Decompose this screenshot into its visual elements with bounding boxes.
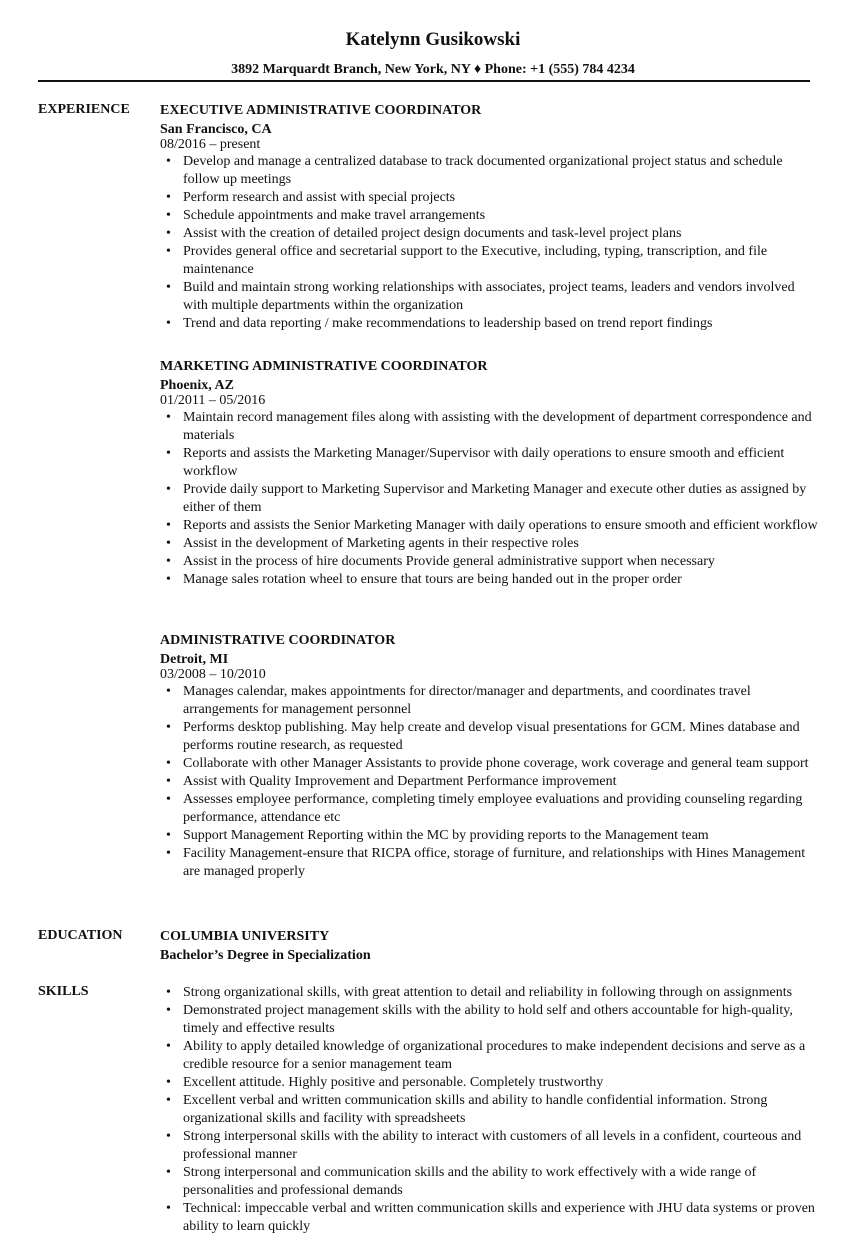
job-dates: 01/2011 – 05/2016 [160, 393, 266, 408]
job-title: ADMINISTRATIVE COORDINATOR [160, 633, 396, 648]
section-label-skills: SKILLS [38, 984, 89, 999]
skill-item: • Strong interpersonal skills with the ability to interact with customers of all levels in a confident, courteous and professional manner [160, 1128, 820, 1164]
skill-item: • Strong interpersonal and communication skills and the ability to work effectively with a wide range of personalities and professional demands [160, 1164, 820, 1200]
duty-item: • Provide daily support to Marketing Supervisor and Marketing Manager and execute other duties as assigned by either of them [160, 481, 820, 517]
duty-item: • Trend and data reporting / make recommendations to leadership based on trend report findings [160, 315, 820, 333]
duty-item: • Manage sales rotation wheel to ensure that tours are being handed out in the proper order [160, 571, 820, 589]
duty-item: • Facility Management-ensure that RICPA office, storage of furniture, and relationships with Hines Management are managed properly [160, 845, 820, 881]
duty-item: • Collaborate with other Manager Assistants to provide phone coverage, work coverage and general team support [160, 755, 820, 773]
header-divider [38, 80, 810, 82]
duty-item: • Develop and manage a centralized database to track documented organizational project status and schedule follow up meetings [160, 153, 820, 189]
duty-item: • Assist in the development of Marketing agents in their respective roles [160, 535, 820, 553]
skill-item: • Excellent verbal and written communication skills and ability to handle confidential information. Strong organizational skills and facility with spreadsheets [160, 1092, 820, 1128]
job-title: MARKETING ADMINISTRATIVE COORDINATOR [160, 359, 488, 374]
duty-item: • Assesses employee performance, completing timely employee evaluations and providing counseling regarding performance, attendance etc [160, 791, 820, 827]
skill-item: • Ability to apply detailed knowledge of organizational procedures to make independent decisions and serve as a credible resource for a senior management team [160, 1038, 820, 1074]
candidate-name: Katelynn Gusikowski [345, 29, 521, 50]
duty-item: • Assist with Quality Improvement and Department Performance improvement [160, 773, 820, 791]
education-entry [160, 928, 820, 965]
job-location: San Francisco, CA [160, 122, 272, 137]
skills-list [160, 984, 820, 1236]
job-title: EXECUTIVE ADMINISTRATIVE COORDINATOR [160, 103, 482, 118]
job-location: Detroit, MI [160, 652, 229, 667]
job-dates: 08/2016 – present [160, 137, 261, 152]
degree: Bachelor’s Degree in Specialization [160, 948, 371, 963]
job-duties [160, 153, 820, 333]
duty-item: • Build and maintain strong working relationships with associates, project teams, leaders and vendors involved with multiple departments within the organization [160, 279, 820, 315]
section-label-education: EDUCATION [38, 928, 123, 943]
job-location: Phoenix, AZ [160, 378, 234, 393]
job-duties [160, 683, 820, 881]
section-label-experience: EXPERIENCE [38, 102, 130, 117]
duty-item: • Perform research and assist with special projects [160, 189, 820, 207]
duty-item: • Reports and assists the Senior Marketing Manager with daily operations to ensure smooth and efficient workflow [160, 517, 820, 535]
skill-item: • Technical: impeccable verbal and written communication skills and experience with JHU data systems or proven ability to learn quickly [160, 1200, 820, 1236]
duty-item: • Schedule appointments and make travel arrangements [160, 207, 820, 225]
skill-item: • Excellent attitude. Highly positive and personable. Completely trustworthy [160, 1074, 820, 1092]
skill-item: • Strong organizational skills, with great attention to detail and reliability in following through on assignments [160, 984, 820, 1002]
job-entry [160, 102, 820, 333]
job-entry [160, 632, 820, 881]
duty-item: • Assist with the creation of detailed project design documents and task-level project plans [160, 225, 820, 243]
job-dates: 03/2008 – 10/2010 [160, 667, 266, 682]
duty-item: • Reports and assists the Marketing Manager/Supervisor with daily operations to ensure smooth and efficient workflow [160, 445, 820, 481]
duty-item: • Maintain record management files along with assisting with the development of department correspondence and materials [160, 409, 820, 445]
skills-list-wrapper [160, 984, 820, 1236]
job-entry [160, 358, 820, 589]
duty-item: • Support Management Reporting within the MC by providing reports to the Management team [160, 827, 820, 845]
job-duties [160, 409, 820, 589]
duty-item: • Manages calendar, makes appointments for director/manager and departments, and coordinates travel arrangements for management personnel [160, 683, 820, 719]
duty-item: • Provides general office and secretarial support to the Executive, including, typing, transcription, and file maintenance [160, 243, 820, 279]
school-name: COLUMBIA UNIVERSITY [160, 929, 330, 944]
duty-item: • Performs desktop publishing. May help create and develop visual presentations for GCM. Mines database and performs routine research, as requested [160, 719, 820, 755]
contact-line: 3892 Marquardt Branch, New York, NY ♦ Phone: +1 (555) 784 4234 [231, 62, 635, 77]
duty-item: • Assist in the process of hire documents Provide general administrative support when necessary [160, 553, 820, 571]
skill-item: • Demonstrated project management skills with the ability to hold self and others accountable for high-quality, timely and effective results [160, 1002, 820, 1038]
